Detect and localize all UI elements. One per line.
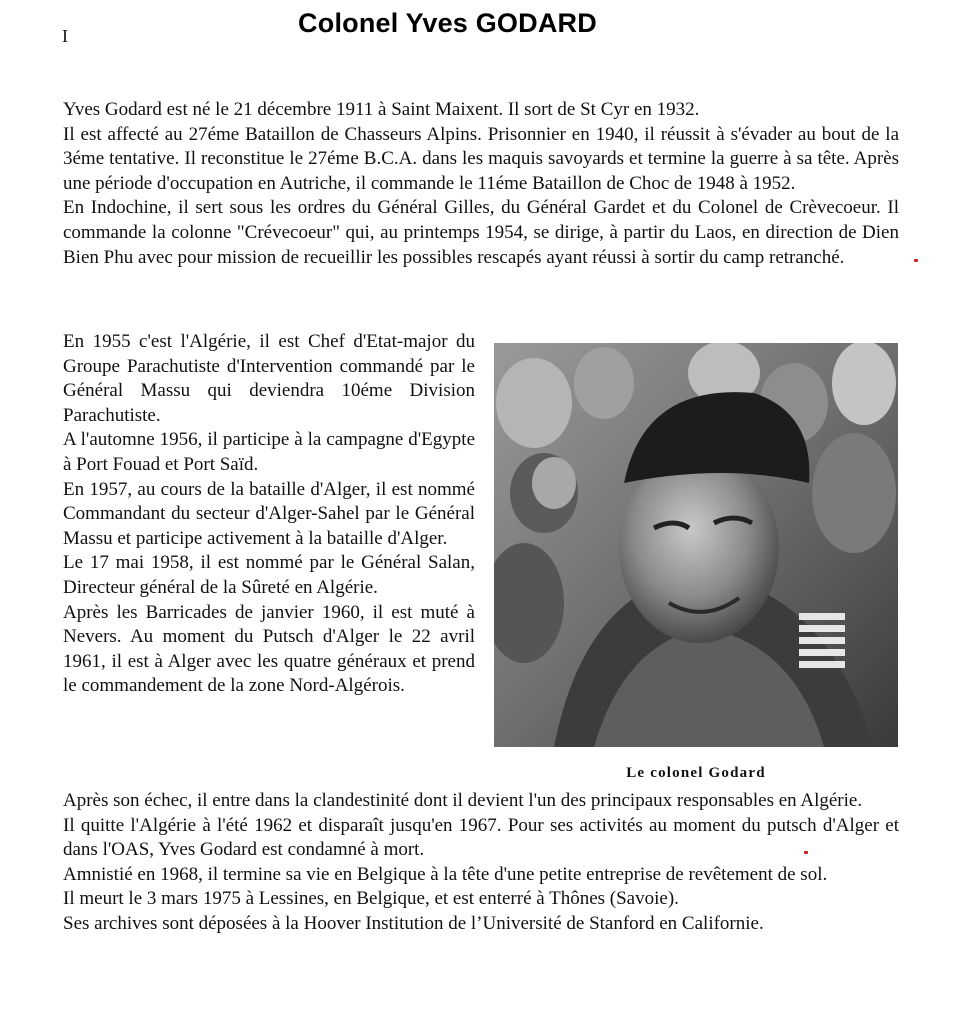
paragraph: Après son échec, il entre dans la clandestinité dont il devient l'un des principaux responsables en Algérie.	[63, 790, 863, 811]
page-title: Colonel Yves GODARD	[298, 8, 597, 38]
paragraph: A l'automne 1956, il participe à la campagne d'Egypte à Port Fouad et Port Saïd.	[63, 429, 475, 475]
paragraph: En 1957, au cours de la bataille d'Alger, il est nommé Commandant du secteur d'Alger-Sahel par le Général Massu et participe activement à la bataille d'Alger.	[63, 478, 475, 549]
paragraph: Il quitte l'Algérie à l'été 1962 et disparaît jusqu'en 1967. Pour ses activités au moment du putsch d'Alger et dans l'OAS, Yves Godard est condamné à mort.	[63, 814, 899, 861]
paragraph: Ses archives sont déposées à la Hoover Institution de l’Université de Stanford en Californie.	[63, 912, 764, 934]
paragraph: Il est affecté au 27éme Bataillon de Chasseurs Alpins. Prisonnier en 1940, il réussit à s'évader au bout de la 3éme tentative. Il reconstitue le 27éme B.C.A. dans les maquis savoyards et termine la guerre à sa tête. Après une période d'occupation en Autriche, il commande le 11éme Bataillon de Choc de 1948 à 1952.	[63, 123, 899, 194]
intro-text-block	[63, 98, 899, 270]
portrait-photo	[494, 343, 898, 747]
paragraph: Yves Godard est né le 21 décembre 1911 à Saint Maixent. Il sort de St Cyr en 1932.	[63, 99, 700, 120]
paragraph: Le 17 mai 1958, il est nommé par le Général Salan, Directeur général de la Sûreté en Algérie.	[63, 552, 475, 598]
paragraph: Après les Barricades de janvier 1960, il est muté à Nevers. Au moment du Putsch d'Alger le 22 avril 1961, il est à Alger avec les quatre généraux et prend le commandement de la zone Nord-Algérois.	[63, 601, 475, 697]
paragraph: Amnistié en 1968, il termine sa vie en Belgique à la tête d'une petite entreprise de revêtement de sol.	[63, 863, 828, 885]
paragraph: En Indochine, il sert sous les ordres du Général Gilles, du Général Gardet et du Colonel de Crèvecoeur. Il commande la colonne "Crévecoeur" qui, au printemps 1954, se dirige, à partir du Laos, en direction de Dien Bien Phu avec pour mission de recueillir les possibles rescapés ayant réussi à sortir du camp retranché.	[63, 197, 899, 268]
paragraph: En 1955 c'est l'Algérie, il est Chef d'Etat-major du Groupe Parachutiste d'Intervention commandé par le Général Massu qui deviendra 10éme Division Parachutiste.	[63, 331, 475, 426]
column-text-block	[63, 330, 475, 699]
photo-caption: Le colonel Godard	[626, 765, 766, 781]
print-speck	[804, 851, 808, 854]
paragraph: Il meurt le 3 mars 1975 à Lessines, en Belgique, et est enterré à Thônes (Savoie).	[63, 888, 679, 910]
page-marker: I	[62, 26, 68, 46]
print-speck	[914, 259, 918, 262]
closing-text-block	[63, 789, 899, 937]
